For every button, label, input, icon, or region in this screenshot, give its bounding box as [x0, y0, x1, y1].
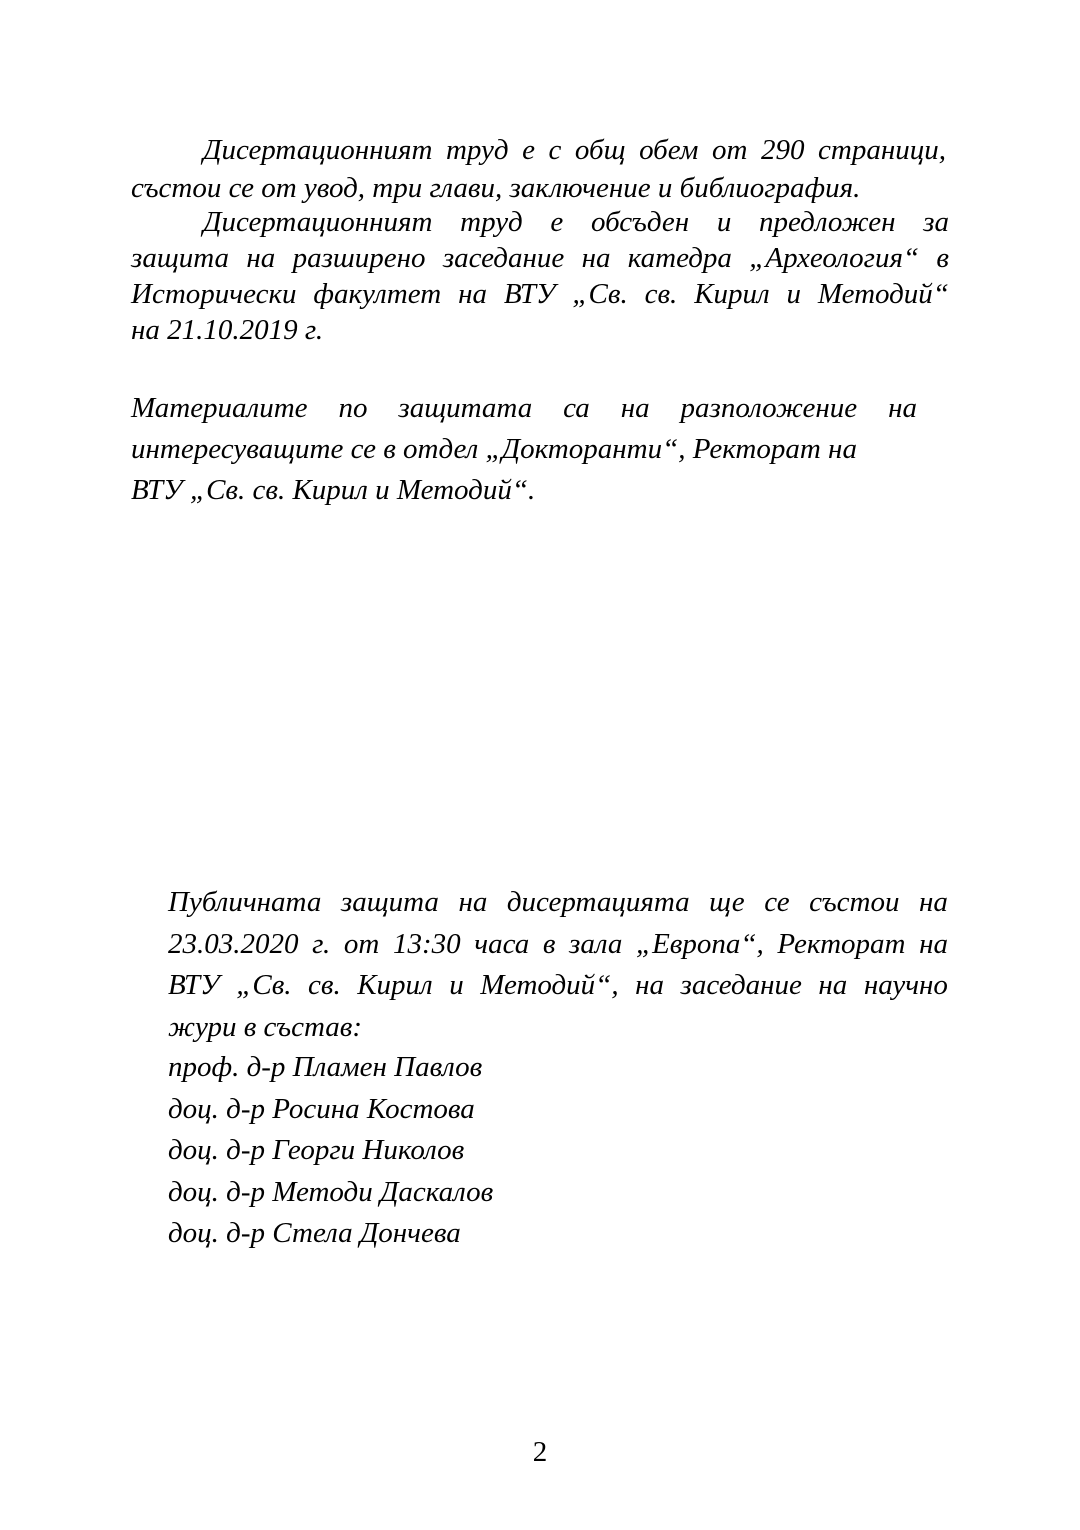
word: катедра [627, 242, 732, 274]
word: общ [574, 134, 626, 166]
text-line: жури в състав: [168, 1010, 363, 1043]
word: с [548, 134, 562, 166]
dissertation-volume-paragraph [131, 131, 946, 207]
jury-list [168, 1047, 928, 1255]
word: труд [445, 134, 509, 166]
text-line [131, 131, 946, 169]
word: и [716, 206, 732, 238]
word: в [542, 927, 556, 960]
word: на [818, 969, 848, 1001]
word: се [764, 886, 790, 918]
word: факултет [313, 278, 442, 310]
word: и [449, 969, 464, 1001]
jury-member: доц. д-р Методи Даскалов [168, 1175, 494, 1208]
word: Материалите [131, 392, 308, 424]
word: състои [809, 886, 900, 918]
word: труд [460, 206, 523, 238]
word: Публичната [168, 886, 322, 918]
word: защита [131, 242, 230, 274]
word: страници, [818, 134, 946, 166]
word: ще [709, 886, 745, 918]
text-line: интересуващите се в отдел „Докторанти“, Ректорат на [131, 433, 857, 465]
word: за [923, 206, 949, 238]
text-line [168, 924, 948, 966]
dissertation-discussion-paragraph [131, 204, 949, 348]
word: на [888, 392, 917, 424]
word: ВТУ [503, 278, 556, 310]
word: ВТУ [168, 969, 220, 1001]
text-line [168, 882, 948, 924]
word: „Европа“, [635, 927, 764, 960]
word: Методий“ [817, 278, 949, 310]
text-line [131, 204, 949, 240]
word: са [563, 392, 590, 424]
word: на [458, 278, 487, 310]
word: обсъден [590, 206, 690, 238]
word: заседание [442, 242, 565, 274]
text-line: състои се от увод, три глави, заключение и библиография. [131, 172, 861, 204]
word: дисертацията [506, 886, 690, 918]
word: в [936, 242, 949, 274]
word: св. [644, 278, 678, 310]
word: Кирил [357, 969, 433, 1001]
materials-availability-paragraph [131, 388, 917, 511]
word: на [635, 969, 664, 1001]
word: на [620, 392, 650, 424]
word: обем [639, 134, 699, 166]
word: Дисертационният [203, 134, 433, 166]
word: на [581, 242, 611, 274]
word: от [711, 134, 748, 166]
word: зала [569, 927, 623, 960]
word: разширено [292, 242, 426, 274]
text-line [131, 240, 949, 276]
word: защита [340, 886, 439, 918]
word: Исторически [131, 278, 297, 310]
text-line [131, 276, 949, 312]
jury-member: доц. д-р Росина Костова [168, 1092, 475, 1125]
word: разположение [680, 392, 858, 424]
word: св. [308, 969, 341, 1001]
word: 290 [760, 134, 805, 166]
text-line [168, 965, 948, 1007]
jury-member: доц. д-р Георги Николов [168, 1134, 465, 1166]
word: предложен [759, 206, 896, 238]
text-line: на 21.10.2019 г. [131, 314, 324, 346]
word: „Св. [572, 278, 628, 310]
text-line: ВТУ „Св. св. Кирил и Методий“. [131, 474, 536, 506]
word: Дисертационният [203, 206, 433, 238]
word: Методий“, [480, 969, 619, 1001]
word: е [522, 134, 535, 166]
word: е [550, 206, 564, 238]
word: „Св. [236, 969, 292, 1001]
word: защитата [398, 392, 533, 424]
word: „Археология“ [749, 242, 920, 274]
public-defense-paragraph [168, 882, 948, 1048]
jury-member: доц. д-р Стела Дончева [168, 1217, 461, 1249]
word: Ректорат [777, 927, 906, 960]
word: научно [863, 969, 948, 1001]
page-number: 2 [532, 1436, 548, 1468]
word: заседание [680, 969, 802, 1001]
word: по [338, 392, 368, 424]
word: на [246, 242, 276, 274]
word: и [786, 278, 801, 310]
word: г. [312, 927, 331, 960]
word: на [458, 886, 488, 918]
text-line [131, 388, 917, 429]
word: Кирил [694, 278, 770, 310]
word: 13:30 [392, 927, 461, 960]
word: на [919, 927, 948, 960]
word: часа [474, 927, 530, 960]
word: 23.03.2020 [168, 927, 299, 960]
word: от [343, 927, 380, 960]
word: на [919, 886, 948, 918]
jury-member: проф. д-р Пламен Павлов [168, 1051, 483, 1083]
